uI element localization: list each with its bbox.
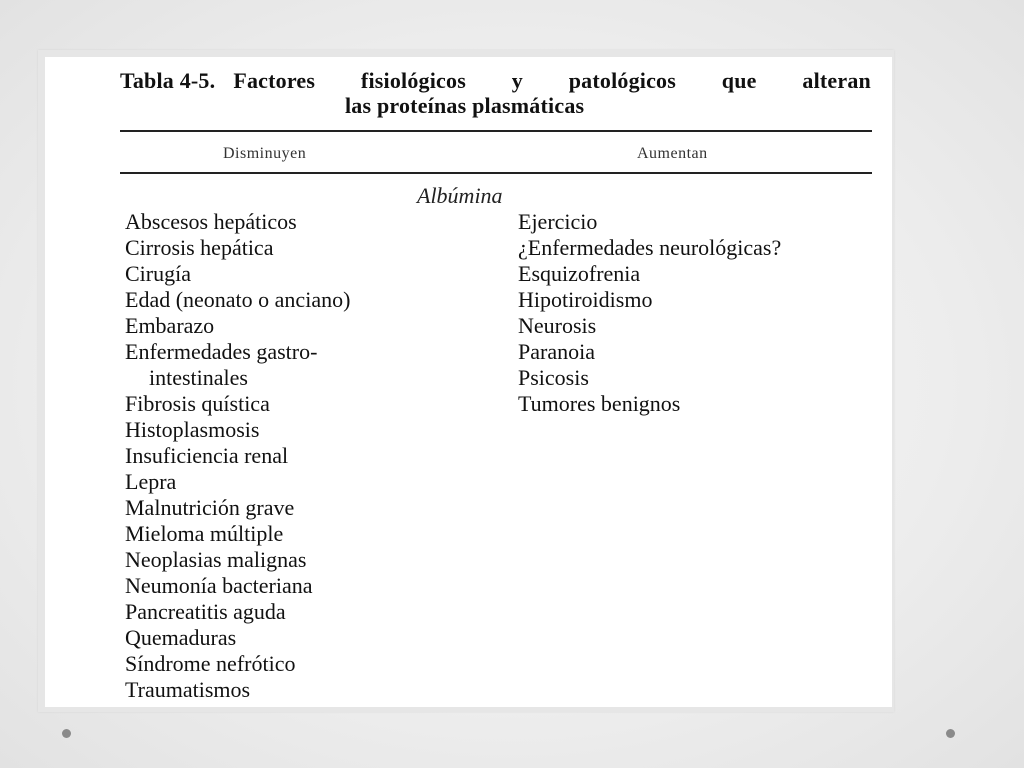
list-item: Cirrosis hepática (125, 235, 274, 260)
section-label-albumina: Albúmina (417, 183, 503, 208)
list-item: Quemaduras (125, 625, 237, 650)
list-item: Edad (neonato o anciano) (125, 287, 351, 312)
table-title (120, 68, 880, 118)
list-item: Fibrosis quística (125, 391, 270, 416)
aumentan-list (518, 209, 781, 417)
list-item: Abscesos hepáticos (125, 209, 297, 234)
list-item: ¿Enfermedades neurológicas? (518, 235, 782, 260)
list-item: Psicosis (518, 365, 589, 390)
list-item: Pancreatitis aguda (125, 599, 286, 624)
list-item: Cirugía (125, 261, 191, 286)
list-item: Enfermedades gastro- (125, 339, 318, 364)
column-header-aumentan: Aumentan (637, 145, 708, 162)
column-header-disminuyen: Disminuyen (223, 145, 307, 162)
list-item: Síndrome nefrótico (125, 651, 296, 676)
table-document (45, 57, 892, 707)
slide-bullet-dot-right (946, 729, 955, 738)
table-number: Tabla 4-5. (120, 68, 216, 93)
list-item: Neumonía bacteriana (125, 573, 313, 598)
table-title-text-1: Factores fisiológicos y patológicos que alteran (233, 68, 871, 93)
list-item: Insuficiencia renal (125, 443, 289, 468)
list-item: Mieloma múltiple (125, 521, 284, 546)
list-item: Paranoia (518, 339, 595, 364)
list-item: Esquizofrenia (518, 261, 641, 286)
list-item: Neurosis (518, 313, 597, 338)
list-item: Embarazo (125, 313, 215, 338)
list-item: Neoplasias malignas (125, 547, 307, 572)
list-item: Malnutrición grave (125, 495, 295, 520)
top-rule (120, 130, 872, 132)
table-title-line-2: las proteínas plasmáticas (345, 93, 585, 118)
list-item-continuation: intestinales (149, 365, 248, 390)
header-rule (120, 172, 872, 174)
disminuyen-list (125, 209, 350, 703)
slide-bullet-dot-left (62, 729, 71, 738)
list-item: Histoplasmosis (125, 417, 260, 442)
list-item: Traumatismos (125, 677, 251, 702)
list-item: Hipotiroidismo (518, 287, 653, 312)
list-item: Lepra (125, 469, 177, 494)
list-item: Ejercicio (518, 209, 598, 234)
table-title-line-1 (120, 68, 871, 93)
list-item: Tumores benignos (518, 391, 681, 416)
